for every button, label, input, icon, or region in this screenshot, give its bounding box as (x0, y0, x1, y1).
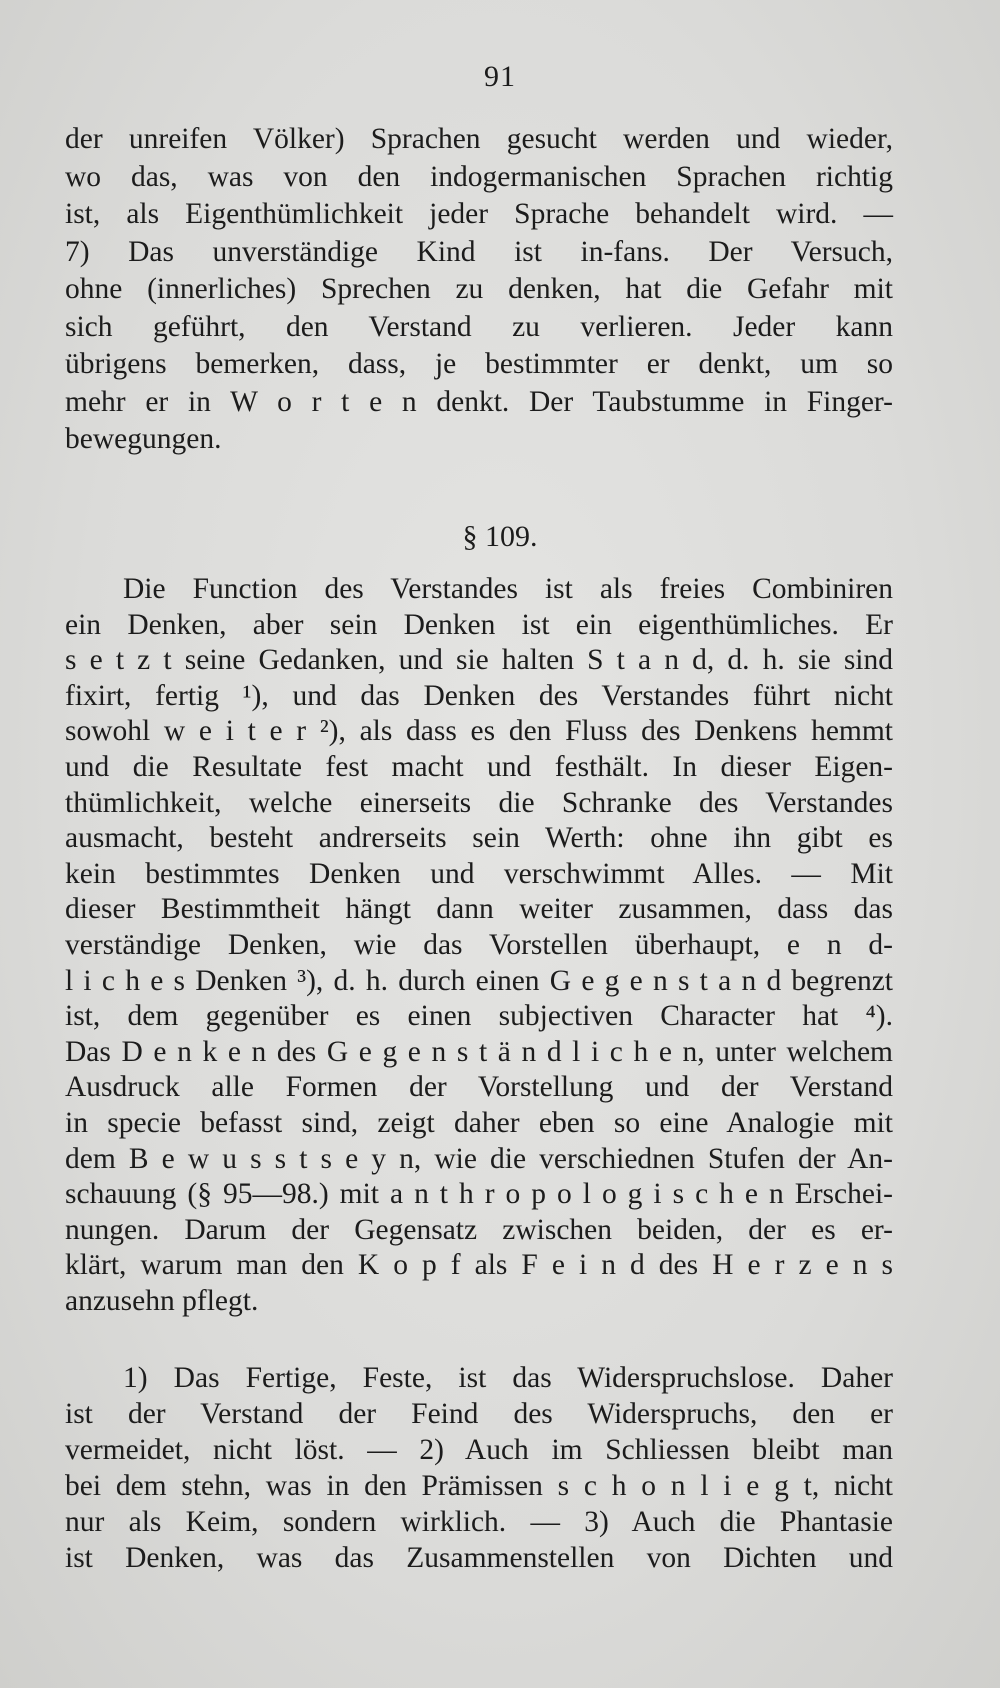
text-line: sowohl w e i t e r ²), als dass es den Fluss des Denkens hemmt (65, 715, 893, 748)
text-line: dieser Bestimmtheit hängt dann weiter zusammen, dass das (65, 893, 893, 926)
text-line: verständige Denken, wie das Vorstellen überhaupt, e n d- (65, 928, 893, 961)
text-line: thümlichkeit, welche einerseits die Schranke des Verstandes (65, 786, 893, 819)
text-line: ohne (innerliches) Sprechen zu denken, hat die Gefahr mit (65, 273, 893, 305)
continued-paragraph (65, 121, 893, 459)
text-line: nur als Keim, sondern wirklich. — 3) Auch die Phantasie (65, 1506, 893, 1538)
section-heading: § 109. (462, 520, 538, 553)
text-line: und die Resultate fest macht und festhält. In dieser Eigen- (65, 750, 893, 783)
text-line: 1) Das Fertige, Feste, ist das Widerspruchslose. Daher (123, 1362, 893, 1394)
text-line: Ausdruck alle Formen der Vorstellung und der Verstand (65, 1071, 893, 1104)
text-line: in specie befasst sind, zeigt daher eben so eine Analogie mit (65, 1106, 893, 1139)
text-line: fixirt, fertig ¹), und das Denken des Verstandes führt nicht (65, 679, 893, 712)
text-line: mehr er in W o r t e n denkt. Der Taubstumme in Finger- (65, 385, 893, 418)
text-line: bewegungen. (65, 423, 222, 455)
text-line: ein Denken, aber sein Denken ist ein eigenthümliches. Er (65, 608, 893, 641)
text-line: der unreifen Völker) Sprachen gesucht werden und wieder, (65, 123, 893, 155)
text-line: ist, dem gegenüber es einen subjectiven Character hat ⁴). (65, 1000, 893, 1033)
page-number: 91 (484, 60, 516, 93)
text-line: nungen. Darum der Gegensatz zwischen beiden, der es er- (65, 1213, 893, 1246)
text-line: vermeidet, nicht löst. — 2) Auch im Schliessen bleibt man (65, 1434, 893, 1466)
text-line: ausmacht, besteht andrerseits sein Werth: ohne ihn gibt es (65, 822, 893, 855)
text-line: bei dem stehn, was in den Prämissen s c h o n l i e g t, nicht (65, 1470, 893, 1502)
text-line: Die Function des Verstandes ist als freies Combiniren (123, 573, 893, 605)
text-line: s e t z t seine Gedanken, und sie halten S t a n d, d. h. sie sind (65, 644, 893, 677)
text-line: ist, als Eigenthümlichkeit jeder Sprache behandelt wird. — (65, 198, 893, 230)
text-line: ist Denken, was das Zusammenstellen von Dichten und (65, 1542, 893, 1574)
text-line: wo das, was von den indogermanischen Sprachen richtig (65, 160, 893, 193)
text-line: klärt, warum man den K o p f als F e i n d des H e r z e n s (65, 1249, 893, 1282)
text-line: l i c h e s Denken ³), d. h. durch einen G e g e n s t a n d begrenzt (65, 964, 893, 997)
text-line: Das D e n k e n des G e g e n s t ä n d l i c h e n, unter welchem (65, 1035, 893, 1068)
text-line: kein bestimmtes Denken und verschwimmt Alles. — Mit (65, 857, 893, 890)
text-line: sich geführt, den Verstand zu verlieren. Jeder kann (65, 310, 893, 343)
text-line: anzusehn pflegt. (65, 1284, 259, 1317)
notes-paragraph (65, 1360, 893, 1576)
section-paragraph (65, 572, 893, 1319)
text-line: 7) Das unverständige Kind ist in-fans. Der Versuch, (65, 235, 893, 268)
text-line: ist der Verstand der Feind des Widerspruchs, den er (65, 1398, 893, 1430)
text-line: übrigens bemerken, dass, je bestimmter er denkt, um so (65, 348, 893, 380)
text-line: schauung (§ 95—98.) mit a n t h r o p o l o g i s c h e n Erschei- (65, 1178, 893, 1211)
text-line: dem B e w u s s t s e y n, wie die verschiednen Stufen der An- (65, 1142, 893, 1175)
